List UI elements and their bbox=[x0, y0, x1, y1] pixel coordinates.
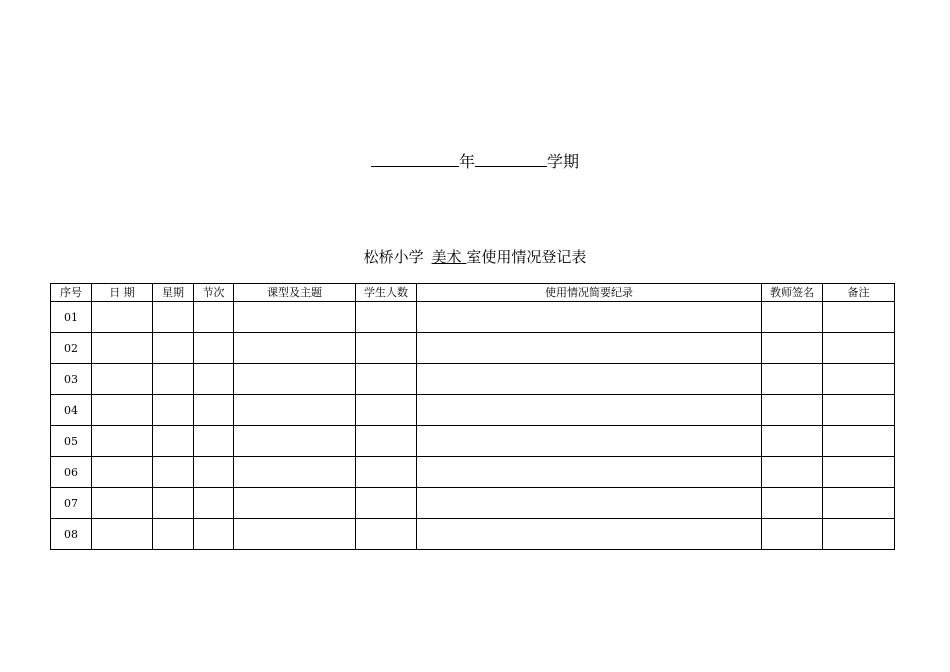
cell-weekday bbox=[153, 333, 194, 364]
table-row bbox=[51, 333, 895, 364]
row-index: 01 bbox=[51, 302, 92, 333]
cell-date bbox=[92, 457, 153, 488]
cell-period bbox=[194, 364, 234, 395]
col-header-usage-notes: 使用情况简要纪录 bbox=[417, 284, 762, 302]
cell-period bbox=[194, 333, 234, 364]
cell-usage-notes bbox=[417, 457, 762, 488]
cell-usage-notes bbox=[417, 395, 762, 426]
cell-usage-notes bbox=[417, 426, 762, 457]
cell-lesson-topic bbox=[234, 488, 356, 519]
cell-remarks bbox=[823, 426, 895, 457]
cell-usage-notes bbox=[417, 364, 762, 395]
table-row bbox=[51, 395, 895, 426]
cell-student-count bbox=[356, 395, 417, 426]
cell-lesson-topic bbox=[234, 333, 356, 364]
cell-student-count bbox=[356, 302, 417, 333]
cell-student-count bbox=[356, 333, 417, 364]
cell-date bbox=[92, 426, 153, 457]
cell-remarks bbox=[823, 364, 895, 395]
table-row bbox=[51, 364, 895, 395]
cell-teacher-signature bbox=[762, 426, 823, 457]
cell-lesson-topic bbox=[234, 519, 356, 550]
cell-remarks bbox=[823, 395, 895, 426]
table-row bbox=[51, 457, 895, 488]
cell-remarks bbox=[823, 488, 895, 519]
table-row bbox=[51, 302, 895, 333]
cell-usage-notes bbox=[417, 488, 762, 519]
cell-date bbox=[92, 395, 153, 426]
cell-period bbox=[194, 395, 234, 426]
cell-teacher-signature bbox=[762, 488, 823, 519]
usage-log-table bbox=[50, 283, 895, 550]
cell-student-count bbox=[356, 426, 417, 457]
cell-student-count bbox=[356, 519, 417, 550]
term-label: 学期 bbox=[547, 152, 580, 171]
cell-lesson-topic bbox=[234, 457, 356, 488]
school-name: 松桥小学 bbox=[363, 248, 424, 266]
row-index: 06 bbox=[51, 457, 92, 488]
row-index: 04 bbox=[51, 395, 92, 426]
cell-teacher-signature bbox=[762, 364, 823, 395]
col-header-period: 节次 bbox=[194, 284, 234, 302]
cell-date bbox=[92, 364, 153, 395]
cell-teacher-signature bbox=[762, 302, 823, 333]
form-title bbox=[0, 247, 950, 267]
cell-date bbox=[92, 302, 153, 333]
col-header-teacher-signature: 教师签名 bbox=[762, 284, 823, 302]
row-index: 08 bbox=[51, 519, 92, 550]
cell-weekday bbox=[153, 519, 194, 550]
cell-weekday bbox=[153, 302, 194, 333]
year-label: 年 bbox=[458, 152, 475, 171]
col-header-remarks: 备注 bbox=[823, 284, 895, 302]
cell-remarks bbox=[823, 302, 895, 333]
row-index: 02 bbox=[51, 333, 92, 364]
cell-weekday bbox=[153, 488, 194, 519]
cell-remarks bbox=[823, 519, 895, 550]
cell-weekday bbox=[153, 457, 194, 488]
cell-teacher-signature bbox=[762, 395, 823, 426]
col-header-lesson-topic: 课型及主题 bbox=[234, 284, 356, 302]
cell-weekday bbox=[153, 395, 194, 426]
cell-usage-notes bbox=[417, 333, 762, 364]
cell-teacher-signature bbox=[762, 519, 823, 550]
cell-student-count bbox=[356, 364, 417, 395]
cell-teacher-signature bbox=[762, 457, 823, 488]
cell-lesson-topic bbox=[234, 426, 356, 457]
col-header-date: 日 期 bbox=[92, 284, 153, 302]
cell-student-count bbox=[356, 457, 417, 488]
cell-date bbox=[92, 519, 153, 550]
cell-remarks bbox=[823, 333, 895, 364]
cell-date bbox=[92, 488, 153, 519]
col-header-student-count: 学生人数 bbox=[356, 284, 417, 302]
cell-period bbox=[194, 488, 234, 519]
cell-remarks bbox=[823, 457, 895, 488]
cell-period bbox=[194, 426, 234, 457]
table-row bbox=[51, 488, 895, 519]
cell-usage-notes bbox=[417, 519, 762, 550]
cell-weekday bbox=[153, 426, 194, 457]
term-blank bbox=[475, 150, 547, 167]
cell-period bbox=[194, 519, 234, 550]
col-header-index: 序号 bbox=[51, 284, 92, 302]
col-header-weekday: 星期 bbox=[153, 284, 194, 302]
row-index: 07 bbox=[51, 488, 92, 519]
row-index: 05 bbox=[51, 426, 92, 457]
form-name: 室使用情况登记表 bbox=[466, 248, 587, 266]
cell-period bbox=[194, 457, 234, 488]
year-blank bbox=[371, 150, 459, 167]
cell-teacher-signature bbox=[762, 333, 823, 364]
table-row bbox=[51, 426, 895, 457]
cell-date bbox=[92, 333, 153, 364]
subject-name: 美术 bbox=[431, 248, 462, 266]
cell-lesson-topic bbox=[234, 364, 356, 395]
semester-line bbox=[0, 150, 950, 172]
row-index: 03 bbox=[51, 364, 92, 395]
cell-period bbox=[194, 302, 234, 333]
cell-usage-notes bbox=[417, 302, 762, 333]
cell-lesson-topic bbox=[234, 302, 356, 333]
header-row bbox=[51, 284, 895, 302]
table-row bbox=[51, 519, 895, 550]
cell-student-count bbox=[356, 488, 417, 519]
cell-weekday bbox=[153, 364, 194, 395]
cell-lesson-topic bbox=[234, 395, 356, 426]
